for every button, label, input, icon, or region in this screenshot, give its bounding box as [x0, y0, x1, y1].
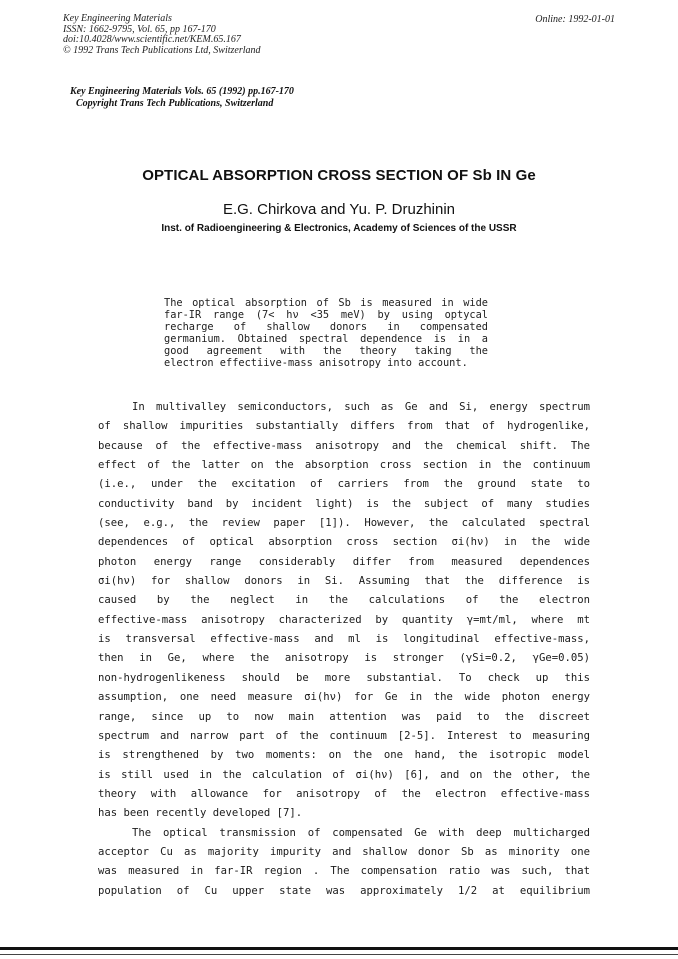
footer-rule: [0, 947, 678, 950]
body-line: is transversal effective-mass and ml is longitudinal effective-mass,: [98, 633, 590, 646]
paper-title: OPTICAL ABSORPTION CROSS SECTION OF Sb IN Ge: [142, 167, 536, 184]
journal-name: Key Engineering Materials: [63, 13, 172, 24]
body-line: non-hydrogenlikeness should be more substantial. To check up this: [98, 671, 590, 684]
abstract-line: electron effectiive-mass anisotropy into account.: [164, 357, 468, 370]
body-line: of shallow impurities substantially differs from that of hydrogenlike,: [98, 420, 590, 433]
body-line: The optical transmission of compensated Ge with deep multicharged: [132, 826, 590, 839]
body-line: is strengthened by two moments: on the one hand, the isotropic model: [98, 749, 590, 762]
body-line: range, since up to now main attention was paid to the discreet: [98, 710, 590, 723]
body-line: σi(hν) for shallow donors in Si. Assuming that the difference is: [98, 575, 590, 588]
paper-authors: E.G. Chirkova and Yu. P. Druzhinin: [222, 201, 456, 218]
copyright-line: © 1992 Trans Tech Publications Ltd, Switzerland: [63, 44, 261, 56]
body-line: In multivalley semiconductors, such as Ge and Si, energy spectrum: [132, 401, 590, 413]
journal-copyright-line: Copyright Trans Tech Publications, Switzerland: [76, 98, 274, 109]
body-line: assumption, one need measure σi(hν) for Ge in the wide photon energy: [98, 691, 590, 704]
journal-citation: [70, 86, 294, 110]
abstract: [164, 297, 488, 370]
abstract-line: far-IR range (7< hν <35 meV) by using optycal: [164, 309, 488, 322]
body-line: acceptor Cu as majority impurity and shallow donor Sb as minority one: [98, 845, 590, 858]
body-line: conductivity band by incident light) is the subject of many studies: [98, 497, 590, 510]
abstract-line: germanium. Obtained spectral dependence is in a: [164, 333, 488, 346]
issn-line: ISSN: 1662-9795, Vol. 65, pp 167-170: [63, 23, 216, 35]
abstract-line: good agreement with the theory taking the: [164, 345, 488, 358]
body-line: theory with allowance for anisotropy of the electron effective-mass: [98, 787, 590, 800]
publication-info: [63, 14, 261, 56]
body-line: then in Ge, where the anisotropy is stronger (γSi=0.2, γGe=0.05): [98, 652, 590, 665]
doi-line: doi:10.4028/www.scientific.net/KEM.65.167: [63, 34, 241, 46]
abstract-line: recharge of shallow donors in compensated: [164, 321, 488, 334]
body-text: [98, 398, 590, 901]
abstract-line: The optical absorption of Sb is measured in wide: [164, 297, 488, 309]
online-date: Online: 1992-01-01: [535, 14, 615, 25]
body-line: (see, e.g., the review paper [1]). However, the calculated spectral: [98, 517, 590, 530]
body-line: spectrum and narrow part of the continuum [2-5]. Interest to measuring: [98, 729, 590, 742]
body-line: is still used in the calculation of σi(hν) [6], and on the other, the: [98, 768, 590, 781]
body-line: population of Cu upper state was approximately 1/2 at equilibrium: [98, 884, 590, 897]
footer-rule-thin: [0, 954, 678, 955]
body-line: photon energy range considerably differ from measured dependences: [98, 555, 590, 568]
body-line: was measured in far-IR region . The compensation ratio was such, that: [98, 865, 590, 878]
body-line: effect of the latter on the absorption cross section in the continuum: [98, 459, 590, 472]
body-line: has been recently developed [7].: [98, 807, 303, 820]
body-line: (i.e., under the excitation of carriers from the ground state to: [98, 478, 590, 491]
body-line: effective-mass anisotropy characterized by quantity γ=mt/ml, where mt: [98, 613, 590, 626]
journal-volume-line: Key Engineering Materials Vols. 65 (1992) pp.167-170: [70, 86, 294, 97]
author-affiliation: Inst. of Radioengineering & Electronics, Academy of Sciences of the USSR: [161, 223, 517, 234]
body-line: caused by the neglect in the calculations of the electron: [98, 594, 590, 607]
body-line: because of the effective-mass anisotropy and the chemical shift. The: [98, 439, 590, 452]
body-line: dependences of optical absorption cross section σi(hν) in the wide: [98, 536, 590, 549]
